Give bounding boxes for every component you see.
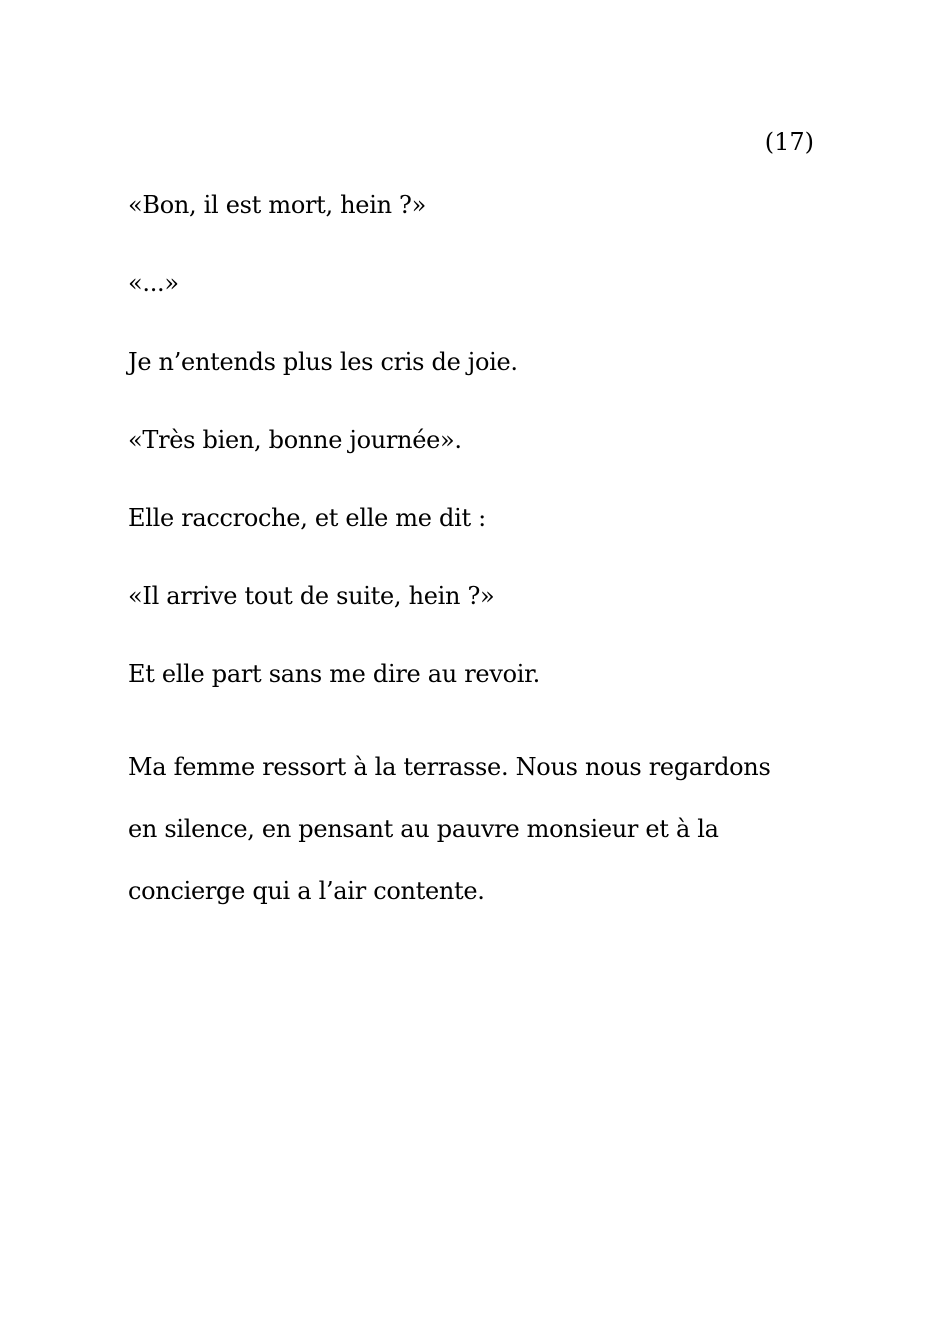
- paragraph-6: «Il arrive tout de suite, hein ?»: [128, 582, 495, 610]
- paragraph-7: Et elle part sans me dire au revoir.: [128, 660, 540, 688]
- paragraph-8-line-3: concierge qui a l’air contente.: [128, 877, 485, 905]
- paragraph-3: Je n’entends plus les cris de joie.: [128, 348, 518, 376]
- paragraph-8-line-1: Ma femme ressort à la terrasse. Nous nous regardons: [128, 753, 771, 781]
- page-number: (17): [764, 128, 814, 156]
- paragraph-8: [128, 736, 828, 922]
- paragraph-2: «...»: [128, 269, 179, 297]
- paragraph-8-line-2: en silence, en pensant au pauvre monsieur et à la: [128, 815, 719, 843]
- paragraph-5: Elle raccroche, et elle me dit :: [128, 504, 486, 532]
- paragraph-4: «Très bien, bonne journée».: [128, 426, 462, 454]
- paragraph-1: «Bon, il est mort, hein ?»: [128, 191, 427, 219]
